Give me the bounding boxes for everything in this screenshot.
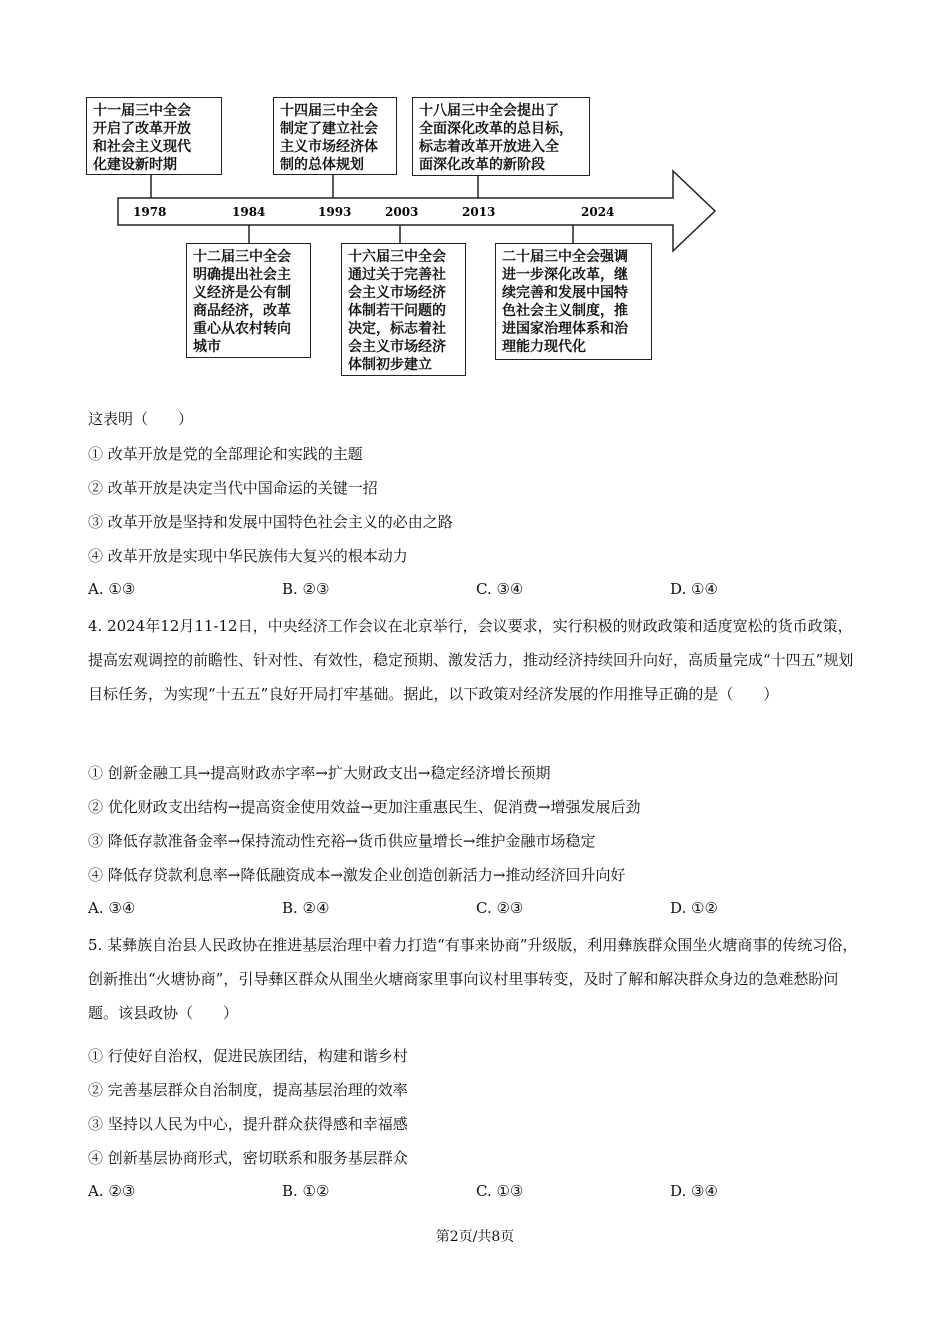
year-2013: 2013 — [462, 205, 496, 219]
q5-option-a[interactable]: A. ②③ — [88, 1182, 136, 1200]
q3-item-4: ④ 改革开放是实现中华民族伟大复兴的根本动力 — [88, 547, 408, 565]
event-box-1993: 十四届三中全会 制定了建立社会 主义市场经济体 制的总体规划 — [273, 97, 397, 175]
event-box-2003: 十六届三中全会 通过关于完善社 会主义市场经济 体制若干问题的 决定，标志着社 会主义市场经济 体制初步建立 — [341, 243, 466, 376]
q3-stem: 这表明（ ） — [88, 410, 194, 428]
q4-item-1: ① 创新金融工具→提高财政赤字率→扩大财政支出→稳定经济增长预期 — [88, 764, 551, 782]
page-footer: 第2页/共8页 — [435, 1229, 515, 1245]
q5-item-2: ② 完善基层群众自治制度，提高基层治理的效率 — [88, 1081, 408, 1099]
q5-option-c[interactable]: C. ①③ — [476, 1182, 524, 1200]
q5-option-d[interactable]: D. ③④ — [670, 1182, 718, 1200]
q4-option-c[interactable]: C. ②③ — [476, 899, 524, 917]
q3-option-b[interactable]: B. ②③ — [282, 580, 330, 598]
q3-item-2: ② 改革开放是决定当代中国命运的关键一招 — [88, 479, 378, 497]
q3-item-1: ① 改革开放是党的全部理论和实践的主题 — [88, 445, 363, 463]
q3-item-3: ③ 改革开放是坚持和发展中国特色社会主义的必由之路 — [88, 513, 453, 531]
timeline-diagram — [0, 0, 950, 400]
q5-item-3: ③ 坚持以人民为中心，提升群众获得感和幸福感 — [88, 1115, 408, 1133]
year-2003: 2003 — [385, 205, 419, 219]
year-1993: 1993 — [318, 205, 352, 219]
q3-option-d[interactable]: D. ①④ — [670, 580, 718, 598]
event-box-2024: 二十届三中全会强调 进一步深化改革，继 续完善和发展中国特 色社会主义制度，推 进国家治理体系和治 理能力现代化 — [495, 243, 652, 360]
q5-stem: 5. 某彝族自治县人民政协在推进基层治理中着力打造“有事来协商”升级版，利用彝族群众围坐火塘商事的传统习俗，创新推出“火塘协商”，引导彝区群众从围坐火塘商家里事向议村里事转变，及时了解和解决群众身边的急难愁盼问题。该县政协（ ） — [88, 936, 858, 1022]
q3-option-a[interactable]: A. ①③ — [88, 580, 136, 598]
q4-option-b[interactable]: B. ②④ — [282, 899, 330, 917]
year-1978: 1978 — [133, 205, 167, 219]
q4-option-a[interactable]: A. ③④ — [88, 899, 136, 917]
q3-option-c[interactable]: C. ③④ — [476, 580, 524, 598]
q5-option-b[interactable]: B. ①② — [282, 1182, 330, 1200]
q4-item-2: ② 优化财政支出结构→提高资金使用效益→更加注重惠民生、促消费→增强发展后劲 — [88, 798, 641, 816]
year-2024: 2024 — [581, 205, 615, 219]
q4-item-4: ④ 降低存贷款利息率→降低融资成本→激发企业创造创新活力→推动经济回升向好 — [88, 866, 626, 884]
q5-item-4: ④ 创新基层协商形式，密切联系和服务基层群众 — [88, 1149, 408, 1167]
q4-stem: 4. 2024年12月11-12日，中央经济工作会议在北京举行，会议要求，实行积极的财政政策和适度宽松的货币政策，提高宏观调控的前瞻性、针对性、有效性，稳定预期、激发活力，推动经济持续回升向好，高质量完成“十四五”规划目标任务，为实现“十五五”良好开局打牢基础。据此，以下政策对经济发展的作用推导正确的是（ ） — [88, 617, 854, 703]
q4-option-d[interactable]: D. ①② — [670, 899, 718, 917]
event-box-1984: 十二届三中全会 明确提出社会主 义经济是公有制 商品经济，改革 重心从农村转向 城市 — [186, 243, 311, 358]
event-box-2013: 十八届三中全会提出了 全面深化改革的总目标， 标志着改革开放进入全 面深化改革的新阶段 — [412, 97, 590, 176]
year-1984: 1984 — [232, 205, 266, 219]
timeline-arrow — [0, 0, 950, 400]
q5-item-1: ① 行使好自治权，促进民族团结，构建和谐乡村 — [88, 1047, 408, 1065]
event-box-1978: 十一届三中全会 开启了改革开放 和社会主义现代 化建设新时期 — [86, 97, 222, 175]
q4-item-3: ③ 降低存款准备金率→保持流动性充裕→货币供应量增长→维护金融市场稳定 — [88, 832, 596, 850]
